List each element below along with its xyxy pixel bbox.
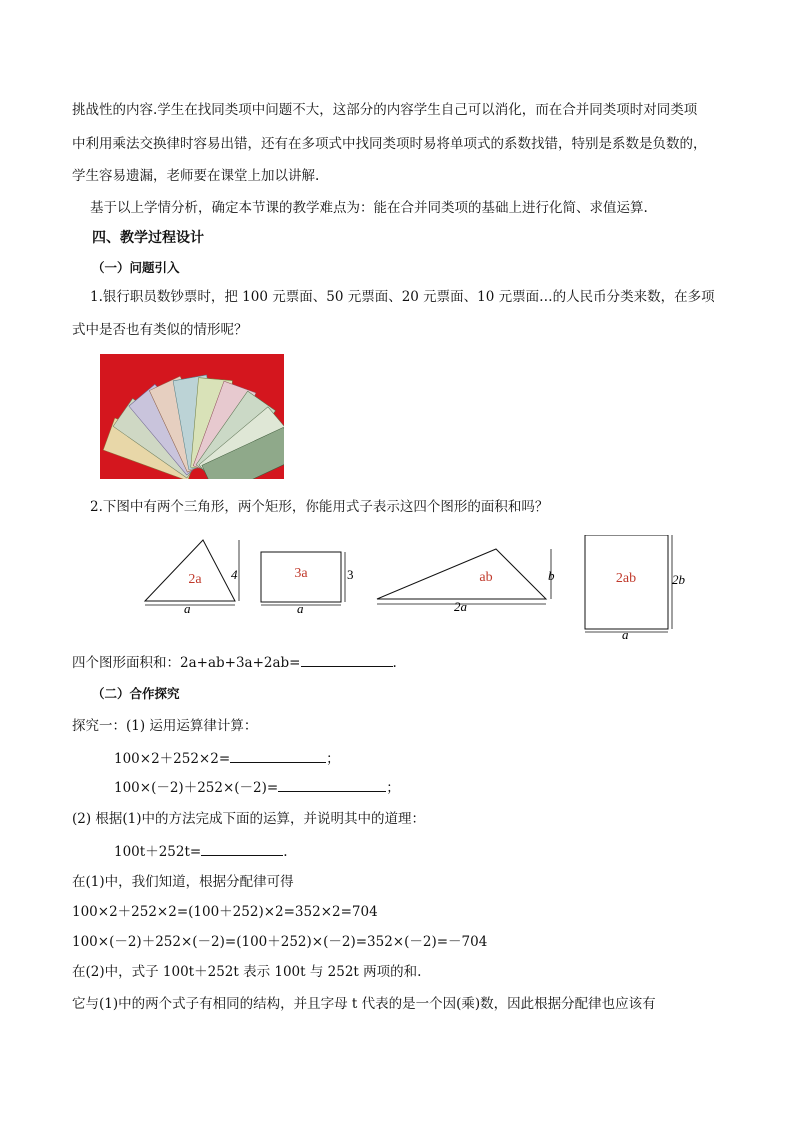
- rect-3a-height: 3: [347, 567, 354, 582]
- paragraph-line: 挑战性的内容.学生在找同类项中问题不大，这部分的内容学生自己可以消化，而在合并同类项时对同类项: [72, 102, 698, 118]
- triangle-ab-height: b: [548, 568, 555, 583]
- calc-line-3: [114, 841, 288, 862]
- equation-line: 100×2＋252×2=(100＋252)×2=352×2=704: [72, 904, 378, 920]
- question-1-line: 1.银行职员数钞票时，把 100 元票面、50 元票面、20 元票面、10 元票面…的人民币分类来数，在多项: [90, 289, 715, 305]
- triangle-2a-height: 4: [231, 567, 238, 582]
- calc-2-end: ；: [386, 780, 400, 796]
- paragraph-line: 中利用乘法交换律时容易出错，还有在多项式中找同类项时易将单项式的系数找错，特别是系数是负数的，: [72, 136, 707, 152]
- rect-3a: [261, 552, 354, 616]
- banknotes-photo: [100, 354, 284, 479]
- subsection-heading: （二）合作探究: [92, 686, 180, 701]
- triangle-ab-area: ab: [479, 570, 493, 585]
- triangle-2a-area: 2a: [188, 572, 202, 587]
- calc-2-blank[interactable]: [278, 777, 386, 792]
- subsection-heading: （一）问题引入: [92, 260, 180, 275]
- calc-1-blank[interactable]: [230, 748, 326, 763]
- triangle-ab-base: 2a: [454, 599, 467, 614]
- area-figures: [140, 535, 700, 649]
- rect-2ab-area: 2ab: [615, 571, 637, 586]
- triangle-2a-base: a: [184, 601, 191, 616]
- area-sum-text: 四个图形面积和：2a+ab+3a+2ab=: [72, 655, 301, 671]
- area-sum-period: .: [392, 655, 397, 671]
- explore-1-heading: 探究一：(1) 运用运算律计算：: [72, 718, 258, 734]
- paragraph-line: 学生容易遗漏，老师要在课堂上加以讲解.: [72, 168, 320, 184]
- section-heading: 四、教学过程设计: [92, 230, 204, 246]
- calc-2-text: 100×(－2)＋252×(－2)=: [114, 780, 279, 796]
- explanation-line: 在(1)中，我们知道，根据分配律可得: [72, 874, 294, 890]
- rect-2ab: [585, 535, 686, 642]
- paragraph-line: 基于以上学情分析，确定本节课的教学难点为：能在合并同类项的基础上进行化简、求值运算.: [90, 200, 648, 216]
- calc-3-blank[interactable]: [201, 841, 283, 856]
- question-1-line: 式中是否也有类似的情形呢？: [72, 322, 248, 338]
- rect-3a-base: a: [297, 601, 304, 616]
- calc-line-1: [114, 748, 340, 769]
- rect-2ab-base: a: [622, 627, 629, 642]
- calc-1-end: ；: [326, 751, 340, 767]
- triangle-ab: [377, 549, 555, 614]
- part-2-line: (2) 根据(1)中的方法完成下面的运算，并说明其中的道理：: [72, 811, 426, 827]
- area-sum-line: [72, 652, 397, 673]
- calc-1-text: 100×2＋252×2=: [114, 751, 231, 767]
- question-2: 2.下图中有两个三角形，两个矩形，你能用式子表示这四个图形的面积和吗？: [90, 499, 549, 515]
- explanation-line: 它与(1)中的两个式子有相同的结构，并且字母 t 代表的是一个因(乘)数，因此根据分配律也应该有: [72, 996, 656, 1012]
- explanation-line: 在(2)中，式子 100t＋252t 表示 100t 与 252t 两项的和.: [72, 964, 422, 980]
- triangle-2a: [145, 540, 239, 616]
- calc-3-end: .: [283, 844, 288, 860]
- rect-2ab-height: 2b: [672, 572, 685, 587]
- rect-3a-area: 3a: [294, 566, 308, 581]
- area-sum-blank[interactable]: [301, 652, 393, 667]
- calc-line-2: [114, 777, 400, 798]
- calc-3-text: 100t＋252t=: [114, 844, 202, 860]
- equation-line: 100×(－2)＋252×(－2)=(100＋252)×(－2)=352×(－2)=－704: [72, 934, 488, 950]
